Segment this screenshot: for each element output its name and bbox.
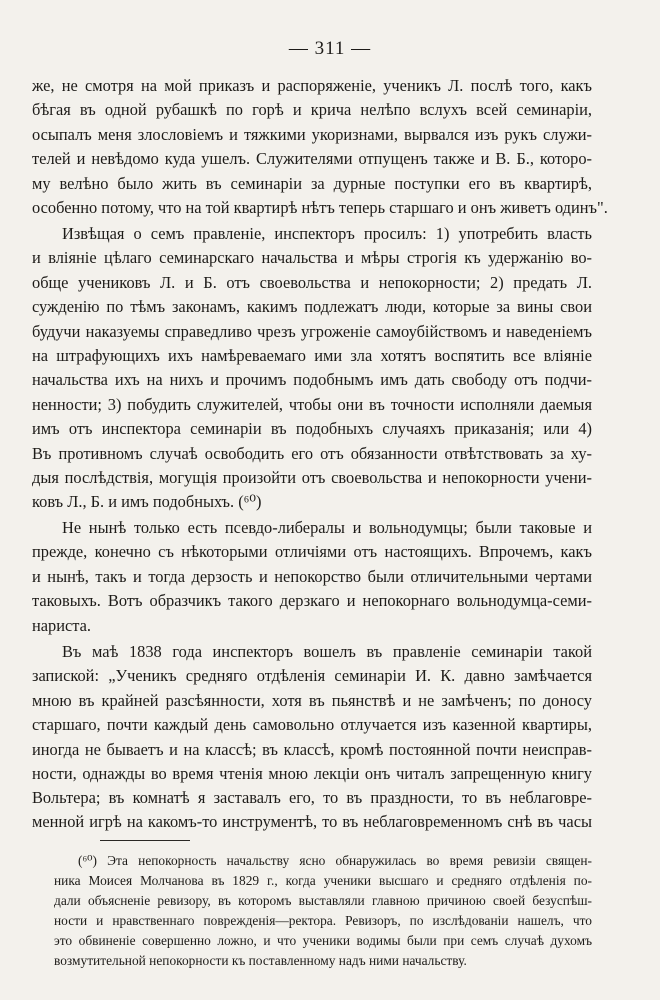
body-line: имъ отъ инспектора семинаріи въ подобныхъ случаяхъ приказанія; или 4): [32, 419, 592, 438]
body-line: Извѣщая о семъ правленіе, инспекторъ просилъ: 1) употребить власть: [62, 224, 592, 243]
body-line: и вліяніе цѣлаго семинарскаго начальства и мѣры строгія къ удержанію во-: [32, 248, 592, 267]
footnote-line: (⁶⁰) Эта непокорность начальству ясно обнаружилась во время ревизіи священ-: [78, 853, 592, 868]
body-line: будучи наказуемы справедливо чрезъ угроженіе самоубійствомъ и наведеніемъ: [32, 322, 592, 341]
body-line: прежде, конечно съ нѣкоторыми отличіями отъ настоящихъ. Впрочемъ, какъ: [32, 542, 592, 561]
body-line: таковыхъ. Вотъ образчикъ такого дерзкаго и непокорнаго вольнодумца-семи-: [32, 591, 592, 610]
body-line: начальства ихъ на нихъ и прочимъ подобнымъ имъ дать свободу отъ подчи-: [32, 370, 592, 389]
body-line: нариста.: [32, 616, 92, 635]
body-line: сужденію по тѣмъ законамъ, какимъ подлежатъ люди, которые за вины свои: [32, 297, 592, 316]
body-line: на штрафующихъ ихъ намѣреваемаго ими зла хотятъ воспятить все вліяніе: [32, 346, 592, 365]
body-line: телей и невѣдомо куда ушелъ. Служителями отпущенъ также и В. Б., которо-: [32, 149, 592, 168]
body-line: ности, однажды во время чтенія мною лекціи онъ читалъ запрещенную книгу: [32, 764, 592, 783]
body-line: мною въ крайней разсѣянности, хотя въ пьянствѣ и не замѣченъ; по доносу: [32, 691, 592, 710]
body-line: иногда не бываетъ и на классѣ; въ классѣ, кромѣ постоянной почти неисправ-: [32, 740, 592, 759]
footnote-line: ника Моисея Молчанова въ 1829 г., когда ученики высшаго и средняго отдѣленія по-: [54, 873, 592, 888]
body-line: Не нынѣ только есть псевдо-либералы и вольнодумцы; были таковые и: [62, 518, 592, 537]
footnote-line: дали объясненіе ревизору, въ которомъ выставляли главною причиною своей безуспѣш-: [54, 893, 592, 908]
body-line: Въ маѣ 1838 года инспекторъ вошелъ въ правленіе семинаріи такой: [62, 642, 592, 661]
body-line: менной игрѣ на какомъ-то инструментѣ, то въ неблаговременномъ снѣ въ часы: [32, 812, 592, 831]
body-line: обще учениковъ Л. и Б. отъ своевольства и непокорности; 2) предать Л.: [32, 273, 592, 292]
page-number: — 311 —: [288, 38, 372, 59]
footnote-line: возмутительной непокорности къ поставленному надъ ними начальству.: [54, 953, 467, 968]
body-line: ковъ Л., Б. и имъ подобныхъ. (⁶⁰): [32, 492, 262, 511]
footnote-line: это обвиненіе совершенно ложно, и что ученики водимы были при семъ случаѣ духомъ: [54, 933, 592, 948]
body-line: бѣгая въ одной рубашкѣ по горѣ и крича нелѣпо вслухъ всей семинаріи,: [32, 100, 592, 119]
body-line: осыпалъ меня злословіемъ и тяжкими укоризнами, вырвался изъ рукъ служи-: [32, 125, 592, 144]
body-line: особенно потому, что на той квартирѣ нѣтъ теперь старшаго и онъ живетъ одинъ".: [32, 198, 608, 217]
body-line: Вольтера; въ комнатѣ я заставалъ его, то въ праздности, то въ неблаговре-: [32, 788, 592, 807]
body-line: старшаго, почти каждый день самовольно отлучается изъ казенной квартиры,: [32, 715, 592, 734]
body-line: му велѣно было жить въ семинаріи за дурные поступки его въ квартирѣ,: [32, 174, 592, 193]
body-line: Въ противномъ случаѣ освободить его отъ обязанности отвѣтствовать за ху-: [32, 444, 592, 463]
body-line: же, не смотря на мой приказъ и распоряженіе, ученикъ Л. послѣ того, какъ: [32, 76, 592, 95]
body-line: ненности; 3) побудить служителей, чтобы они въ точности исполняли даемыя: [32, 395, 592, 414]
footnote-separator: [100, 840, 190, 841]
body-line: дыя послѣдствія, могущія произойти отъ своевольства и непокорности учени-: [32, 468, 592, 487]
body-line: запиской: „Ученикъ средняго отдѣленія семинаріи И. К. давно замѣчается: [32, 666, 592, 685]
footnote-line: ности и нравственнаго поврежденія—ректора. Ревизоръ, по изслѣдованіи нашелъ, что: [54, 913, 592, 928]
body-line: и нынѣ, такъ и тогда дерзость и непокорство были отличительными чертами: [32, 567, 592, 586]
